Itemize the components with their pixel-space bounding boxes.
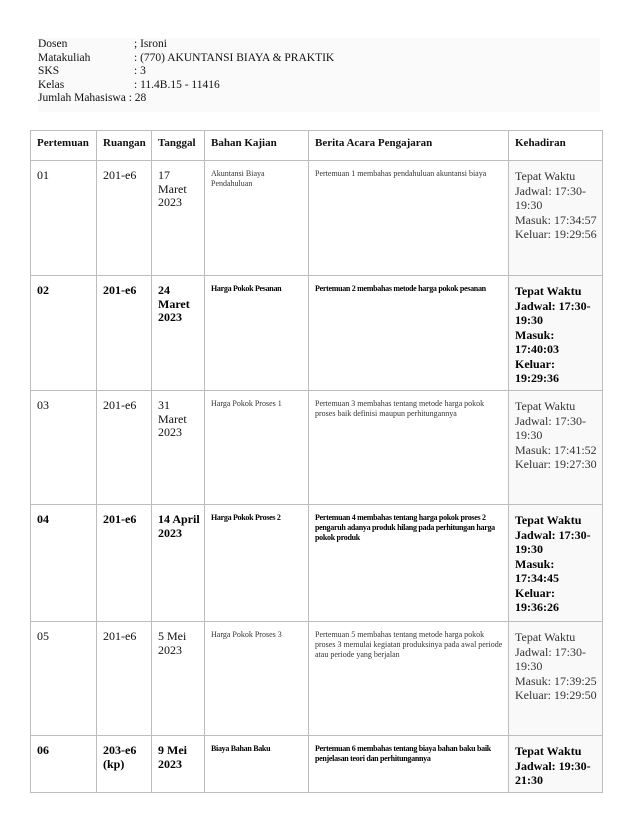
attendance-schedule: Jadwal: 17:30-19:30 [515,527,591,556]
info-value: : 11.4B.15 - 11416 [134,78,220,91]
attendance [509,736,603,793]
attendance-out: Keluar: 19:29:50 [515,688,597,702]
attendance [509,391,603,505]
attendance-status: Tepat Waktu [515,630,576,644]
teaching-report: Pertemuan 4 membahas tentang harga pokok proses 2 pengaruh adanya produk hilang pada perhitungan harga pokok produk [309,505,509,622]
table-row [31,736,603,793]
attendance-out: Keluar: 19:27:30 [515,457,597,471]
room: 201-e6 [97,161,152,276]
attendance-schedule: Jadwal: 17:30-19:30 [515,298,591,327]
topic: Harga Pokok Proses 2 [205,505,309,622]
info-label: Matakuliah [38,51,91,64]
table-row [31,391,603,505]
table-row [31,505,603,622]
date: 31 Maret 2023 [152,391,205,505]
attendance-status: Tepat Waktu [515,513,582,527]
room: 201-e6 [97,505,152,622]
header-bahan-kajian: Bahan Kajian [205,131,309,161]
info-row [38,92,600,106]
attendance-schedule: Jadwal: 17:30-19:30 [515,644,586,673]
course-info [38,38,600,112]
room: 201-e6 [97,622,152,736]
table-row [31,161,603,276]
topic: Biaya Bahan Baku [205,736,309,793]
attendance-in: Masuk: 17:34:45 [515,556,559,585]
teaching-report: Pertemuan 2 membahas metode harga pokok pesanan [309,276,509,391]
attendance-in: Masuk: 17:39:25 [515,673,597,688]
info-label: Jumlah Mahasiswa [38,92,126,104]
attendance-status: Tepat Waktu [515,744,582,758]
teaching-report: Pertemuan 3 membahas tentang metode harga pokok proses baik definisi maupun perhitungannya [309,391,509,505]
table-header-row [31,131,603,161]
table-row [31,276,603,391]
teaching-report: Pertemuan 1 membahas pendahuluan akuntansi biaya [309,161,509,276]
room: 201-e6 [97,391,152,505]
attendance-in: Masuk: 17:41:52 [515,442,597,457]
attendance [509,622,603,736]
info-value: ; Isroni [134,38,167,50]
teaching-report: Pertemuan 5 membahas tentang metode harga pokok proses 3 memulai kegiatan produksinya pada awal periode atau periode yang berjalan [309,622,509,736]
info-value: : (770) AKUNTANSI BIAYA & PRAKTIK [134,51,335,64]
meeting-number: 04 [31,505,97,622]
header-ruangan: Ruangan [97,131,152,161]
attendance [509,276,603,391]
info-row [38,52,600,66]
date: 24 Maret 2023 [152,276,205,391]
info-label: Kelas [38,78,65,91]
attendance-in: Masuk: 17:40:03 [515,327,559,356]
date: 17 Maret 2023 [152,161,205,276]
meeting-table [30,130,603,793]
topic: Harga Pokok Pesanan [205,276,309,391]
meeting-number: 01 [31,161,97,276]
info-label: Dosen [38,38,68,50]
info-row [38,65,600,79]
meeting-number: 05 [31,622,97,736]
attendance-status: Tepat Waktu [515,169,576,183]
date: 9 Mei 2023 [152,736,205,793]
meeting-number: 03 [31,391,97,505]
table-row [31,622,603,736]
header-tanggal: Tanggal [152,131,205,161]
header-berita-acara: Berita Acara Pengajaran [309,131,509,161]
info-value: : 3 [134,65,146,77]
attendance-schedule: Jadwal: 19:30-21:30 [515,758,591,787]
attendance-out: Keluar: 19:36:26 [515,585,559,614]
topic: Harga Pokok Proses 1 [205,391,309,505]
info-value: : 28 [128,92,147,104]
date: 5 Mei 2023 [152,622,205,736]
attendance-schedule: Jadwal: 17:30-19:30 [515,183,586,212]
attendance [509,161,603,276]
teaching-report: Pertemuan 6 membahas tentang biaya bahan baku baik penjelasan teori dan perhitungannya [309,736,509,793]
attendance-status: Tepat Waktu [515,399,576,413]
meeting-number: 06 [31,736,97,793]
room: 203-e6 (kp) [97,736,152,793]
header-pertemuan: Pertemuan [31,131,97,161]
attendance-out: Keluar: 19:29:36 [515,356,559,385]
attendance [509,505,603,622]
topic: Akuntansi Biaya Pendahuluan [205,161,309,276]
topic: Harga Pokok Proses 3 [205,622,309,736]
attendance-out: Keluar: 19:29:56 [515,227,597,241]
attendance-schedule: Jadwal: 17:30-19:30 [515,413,586,442]
attendance-in: Masuk: 17:34:57 [515,212,597,227]
meeting-number: 02 [31,276,97,391]
date: 14 April 2023 [152,505,205,622]
header-kehadiran: Kehadiran [509,131,603,161]
attendance-status: Tepat Waktu [515,284,582,298]
room: 201-e6 [97,276,152,391]
info-label: SKS [38,65,60,77]
info-row [38,38,600,52]
info-row [38,79,600,93]
